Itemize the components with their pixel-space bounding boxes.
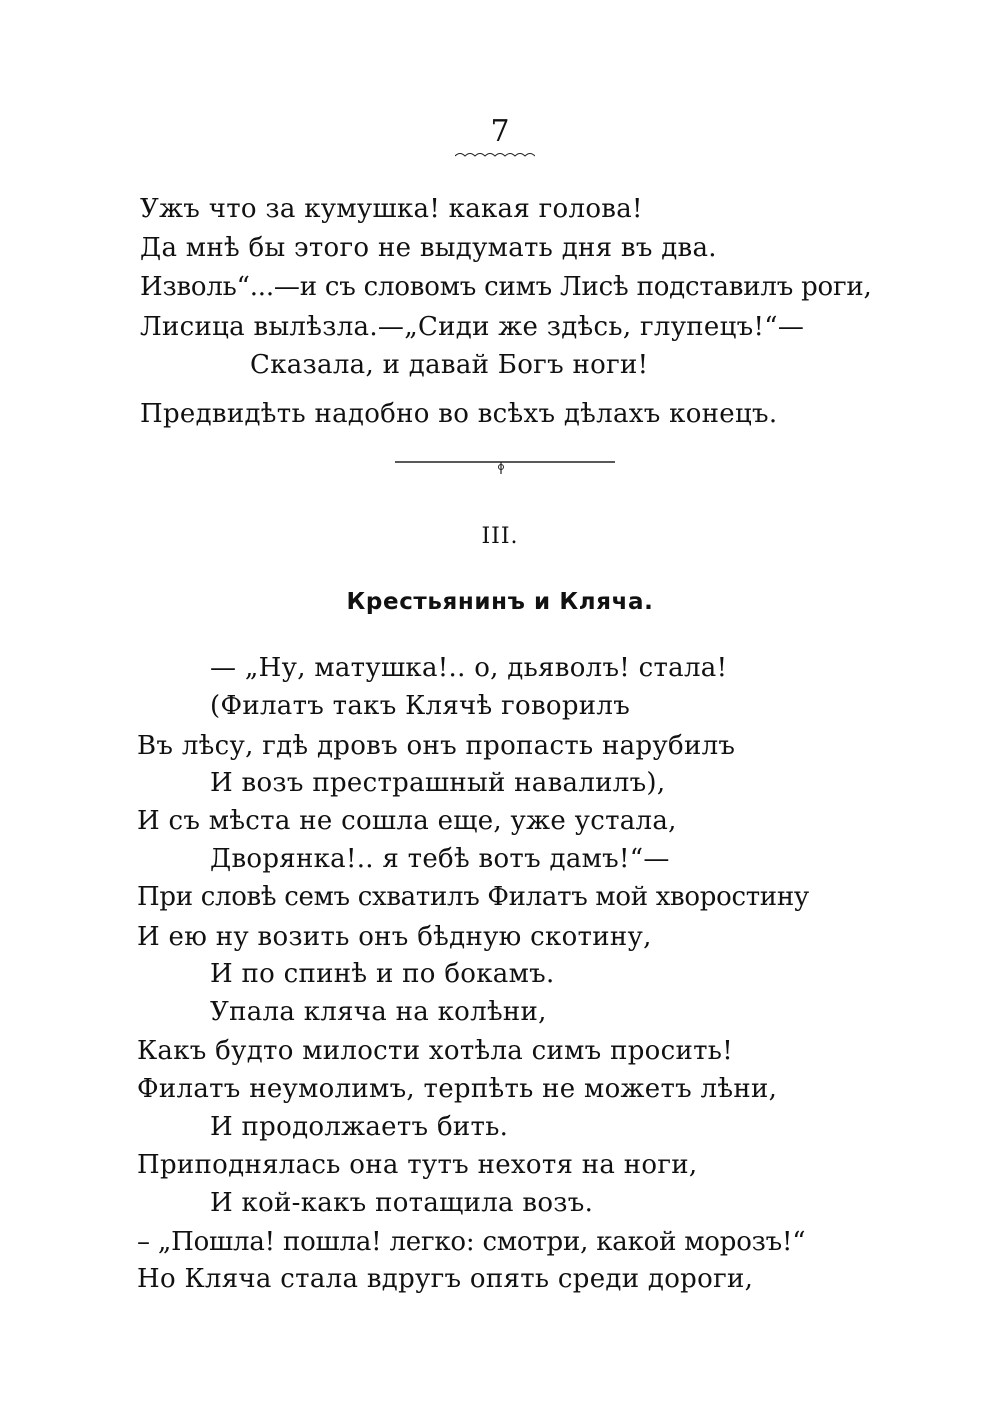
verse-line: Сказала, и давай Богъ ноги!	[250, 350, 649, 380]
verse-line: И продолжаетъ бить.	[210, 1112, 509, 1142]
verse-line: (Филатъ такъ Клячѣ говорилъ	[210, 691, 631, 721]
verse-line: И съ мѣста не сошла еще, уже устала,	[137, 806, 677, 836]
verse-line: Изволь“...—и съ словомъ симъ Лисѣ подставилъ роги,	[140, 272, 872, 302]
verse-line: Лисица вылѣзла.—„Сиди же здѣсь, глупецъ!“—	[140, 312, 805, 342]
verse-line: – „Пошла! пошла! легко: смотри, какой морозъ!“	[137, 1227, 806, 1257]
verse-line: И возъ престрашный навалилъ),	[210, 768, 666, 798]
verse-line: Приподнялась она тутъ нехотя на ноги,	[137, 1150, 698, 1180]
verse-line: Упала кляча на колѣни,	[210, 997, 547, 1027]
section-divider	[395, 452, 615, 482]
verse-line: И по спинѣ и по бокамъ.	[210, 959, 555, 989]
verse-line: Какъ будто милости хотѣла симъ просить!	[137, 1036, 733, 1066]
section-number: III.	[481, 524, 519, 549]
verse-line: При словѣ семъ схватилъ Филатъ мой хворостину	[137, 882, 809, 912]
page-number-ornament	[455, 150, 535, 160]
verse-line: Филатъ неумолимъ, терпѣть не можетъ лѣни,	[137, 1074, 778, 1104]
verse-line: — „Ну, матушка!.. о, дьяволъ! стала!	[210, 653, 728, 683]
page-number: 7	[490, 114, 510, 149]
poem-title: Крестьянинъ и Кляча.	[346, 589, 654, 615]
verse-line: И кой-какъ потащила возъ.	[210, 1188, 594, 1218]
verse-line: Дворянка!.. я тебѣ вотъ дамъ!“—	[210, 844, 670, 874]
moral-line: Предвидѣть надобно во всѣхъ дѣлахъ конецъ.	[140, 399, 778, 429]
verse-line: Въ лѣсу, гдѣ дровъ онъ пропасть нарубилъ	[137, 731, 736, 761]
verse-line: Да мнѣ бы этого не выдумать дня въ два.	[140, 233, 717, 263]
verse-line: И ею ну возить онъ бѣдную скотину,	[137, 922, 652, 952]
verse-line: Ужъ что за кумушка! какая голова!	[140, 194, 643, 224]
verse-line: Но Кляча стала вдругъ опять среди дороги,	[137, 1264, 754, 1294]
